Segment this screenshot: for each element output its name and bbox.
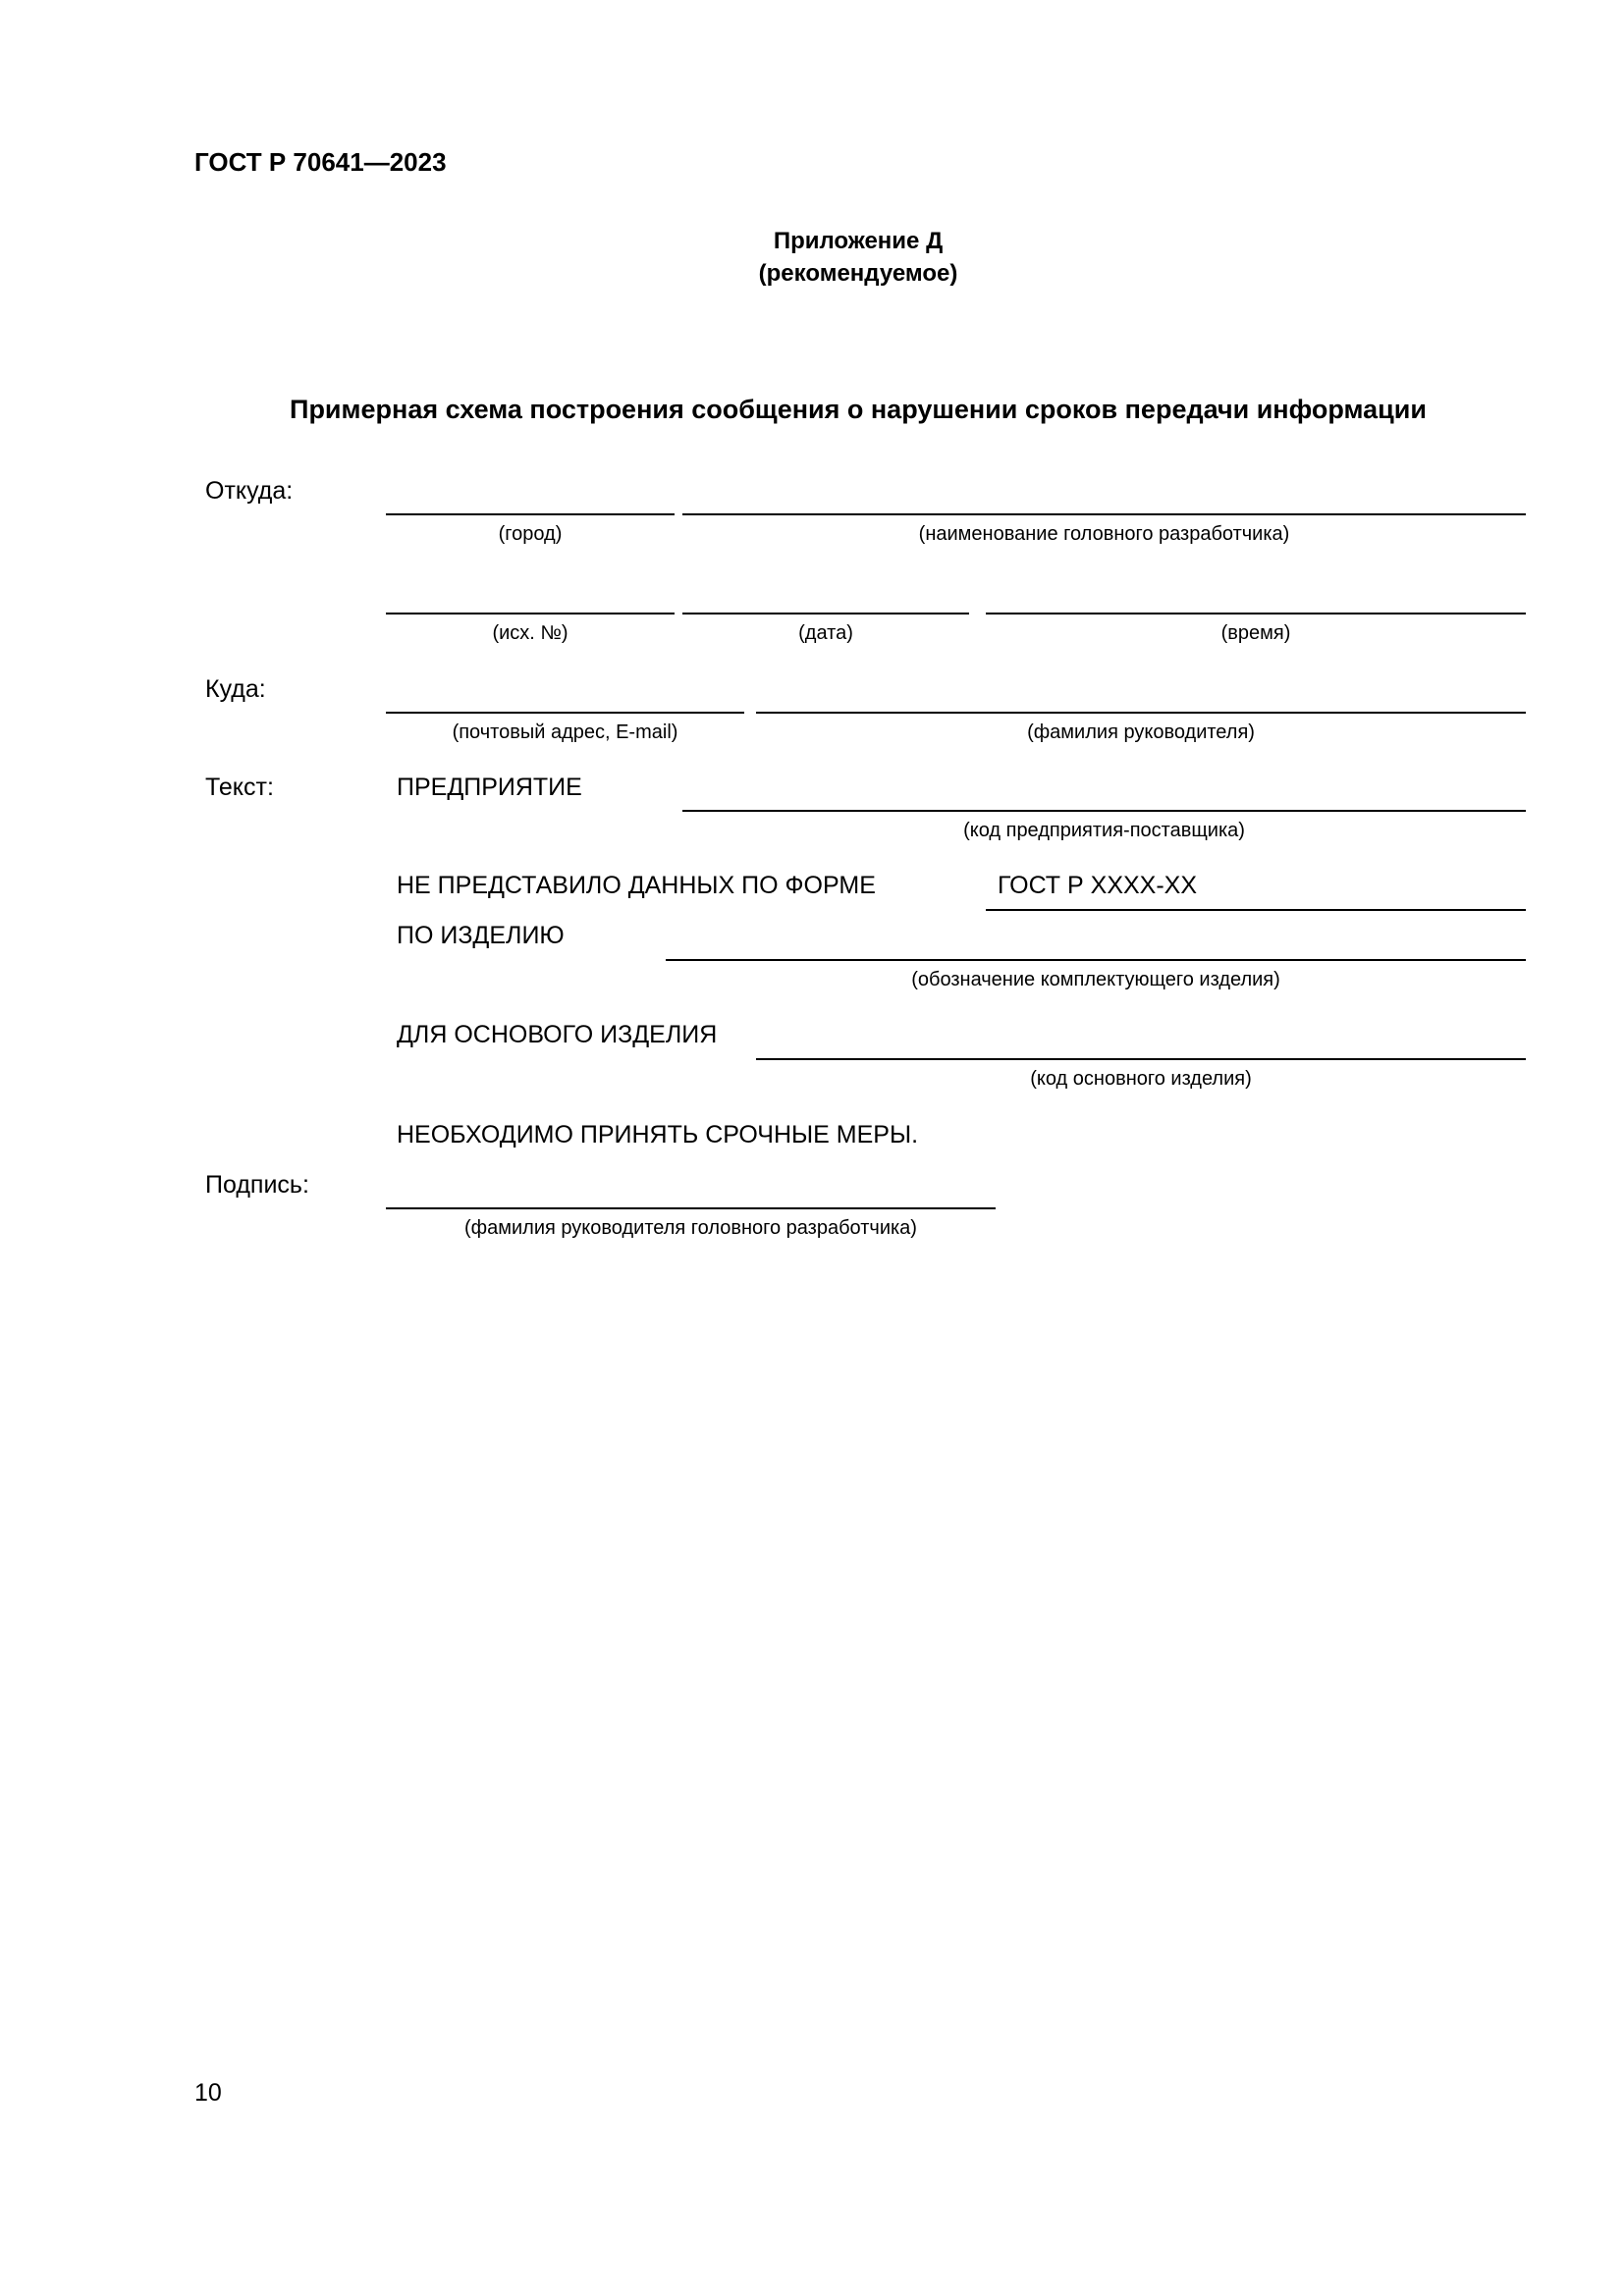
component-field-line[interactable] — [666, 959, 1526, 961]
main-code-caption: (код основного изделия) — [1030, 1068, 1252, 1090]
page-title: Примерная схема построения сообщения о нарушении сроков передачи информации — [290, 395, 1427, 424]
city-field-line[interactable] — [386, 513, 675, 515]
manager-field-line[interactable] — [756, 712, 1526, 714]
form-value: ГОСТ Р XXXX-XX — [998, 872, 1198, 899]
signature-field-line[interactable] — [386, 1207, 996, 1209]
date-field-line[interactable] — [682, 613, 969, 614]
address-field-line[interactable] — [386, 712, 744, 714]
time-caption: (время) — [1220, 622, 1291, 644]
from-label: Откуда: — [205, 477, 294, 505]
address-caption: (почтовый адрес, E-mail) — [452, 721, 678, 743]
date-caption: (дата) — [798, 622, 853, 644]
time-field-line[interactable] — [986, 613, 1526, 614]
text-label: Текст: — [205, 774, 274, 801]
product-text: ПО ИЗДЕЛИЮ — [397, 922, 565, 949]
component-caption: (обозначение комплектующего изделия) — [911, 969, 1280, 990]
ref-no-field-line[interactable] — [386, 613, 675, 614]
enterprise-text: ПРЕДПРИЯТИЕ — [397, 774, 582, 801]
document-header: ГОСТ Р 70641—2023 — [194, 147, 447, 177]
manager-caption: (фамилия руководителя) — [1027, 721, 1255, 743]
page-number: 10 — [194, 2079, 222, 2107]
form-field-line[interactable] — [986, 909, 1526, 911]
supplier-code-field-line[interactable] — [682, 810, 1526, 812]
urgent-text: НЕОБХОДИМО ПРИНЯТЬ СРОЧНЫЕ МЕРЫ. — [397, 1121, 919, 1148]
main-code-field-line[interactable] — [756, 1058, 1526, 1060]
signature-label: Подпись: — [205, 1171, 309, 1199]
appendix-name: Приложение Д — [773, 228, 944, 254]
signature-caption: (фамилия руководителя головного разработчика) — [464, 1217, 917, 1239]
developer-caption: (наименование головного разработчика) — [918, 523, 1290, 545]
not-provided-text: НЕ ПРЕДСТАВИЛО ДАННЫХ ПО ФОРМЕ — [397, 872, 876, 899]
developer-field-line[interactable] — [682, 513, 1526, 515]
main-product-text: ДЛЯ ОСНОВОГО ИЗДЕЛИЯ — [397, 1021, 718, 1048]
supplier-code-caption: (код предприятия-поставщика) — [963, 820, 1245, 841]
ref-no-caption: (исх. №) — [492, 622, 568, 644]
to-label: Куда: — [205, 675, 266, 703]
appendix-status: (рекомендуемое) — [758, 260, 958, 287]
city-caption: (город) — [498, 523, 563, 545]
